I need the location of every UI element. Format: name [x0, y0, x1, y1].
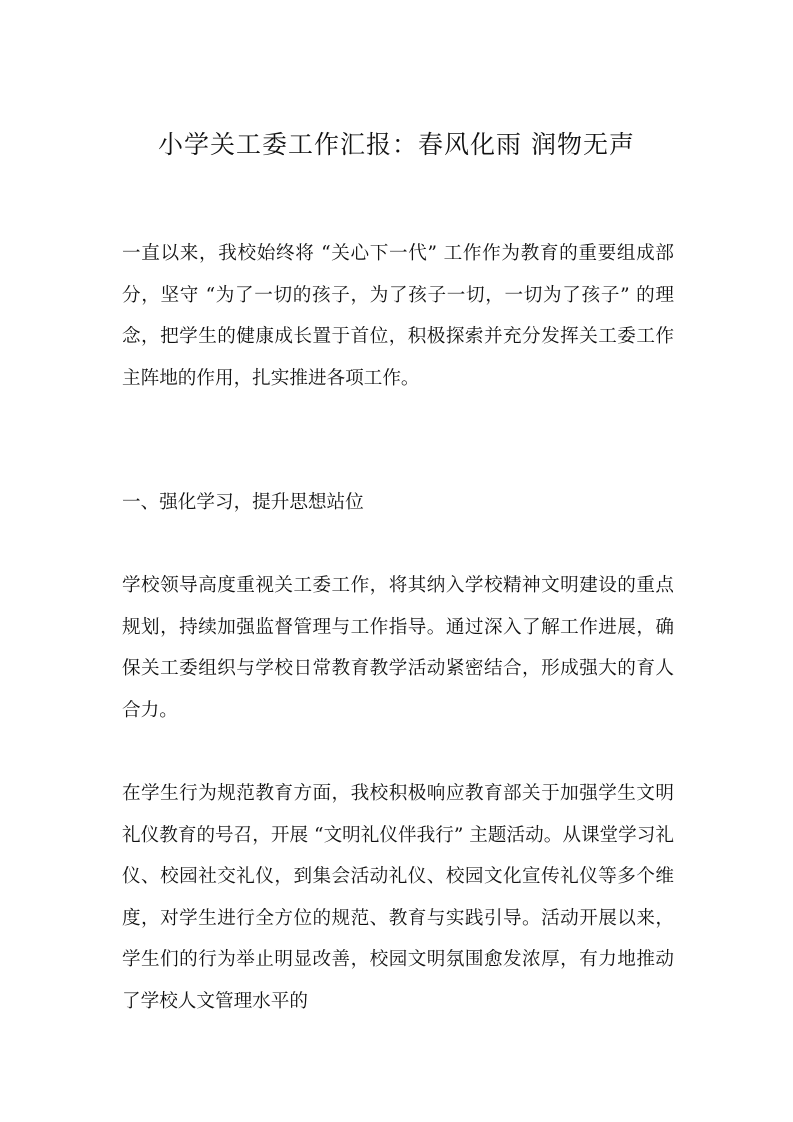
intro-paragraph: 一直以来，我校始终将 “关心下一代” 工作作为教育的重要组成部分，坚守 “为了一切的孩子，为了孩子一切，一切为了孩子” 的理念，把学生的健康成长置于首位，积极探索并充分发挥关工委工作主阵地的作用，扎实推进各项工作。 — [122, 243, 674, 389]
document-title: 小学关工委工作汇报：春风化雨 润物无声 — [158, 130, 635, 159]
body-paragraph: 学校领导高度重视关工委工作，将其纳入学校精神文明建设的重点规划，持续加强监督管理与工作指导。通过深入了解工作进展，确保关工委组织与学校日常教育教学活动紧密结合，形成强大的育人合力。 — [122, 575, 674, 721]
section-heading: 一、强化学习，提升思想站位 — [122, 492, 364, 513]
body-paragraph: 在学生行为规范教育方面，我校积极响应教育部关于加强学生文明礼仪教育的号召，开展 “文明礼仪伴我行” 主题活动。从课堂学习礼仪、校园社交礼仪，到集会活动礼仪、校园文化宣传礼仪等多个维度，对学生进行全方位的规范、教育与实践引导。活动开展以来，学生们的行为举止明显改善，校园文明氛围愈发浓厚，有力地推动了学校人文管理水平的 — [122, 783, 674, 1012]
